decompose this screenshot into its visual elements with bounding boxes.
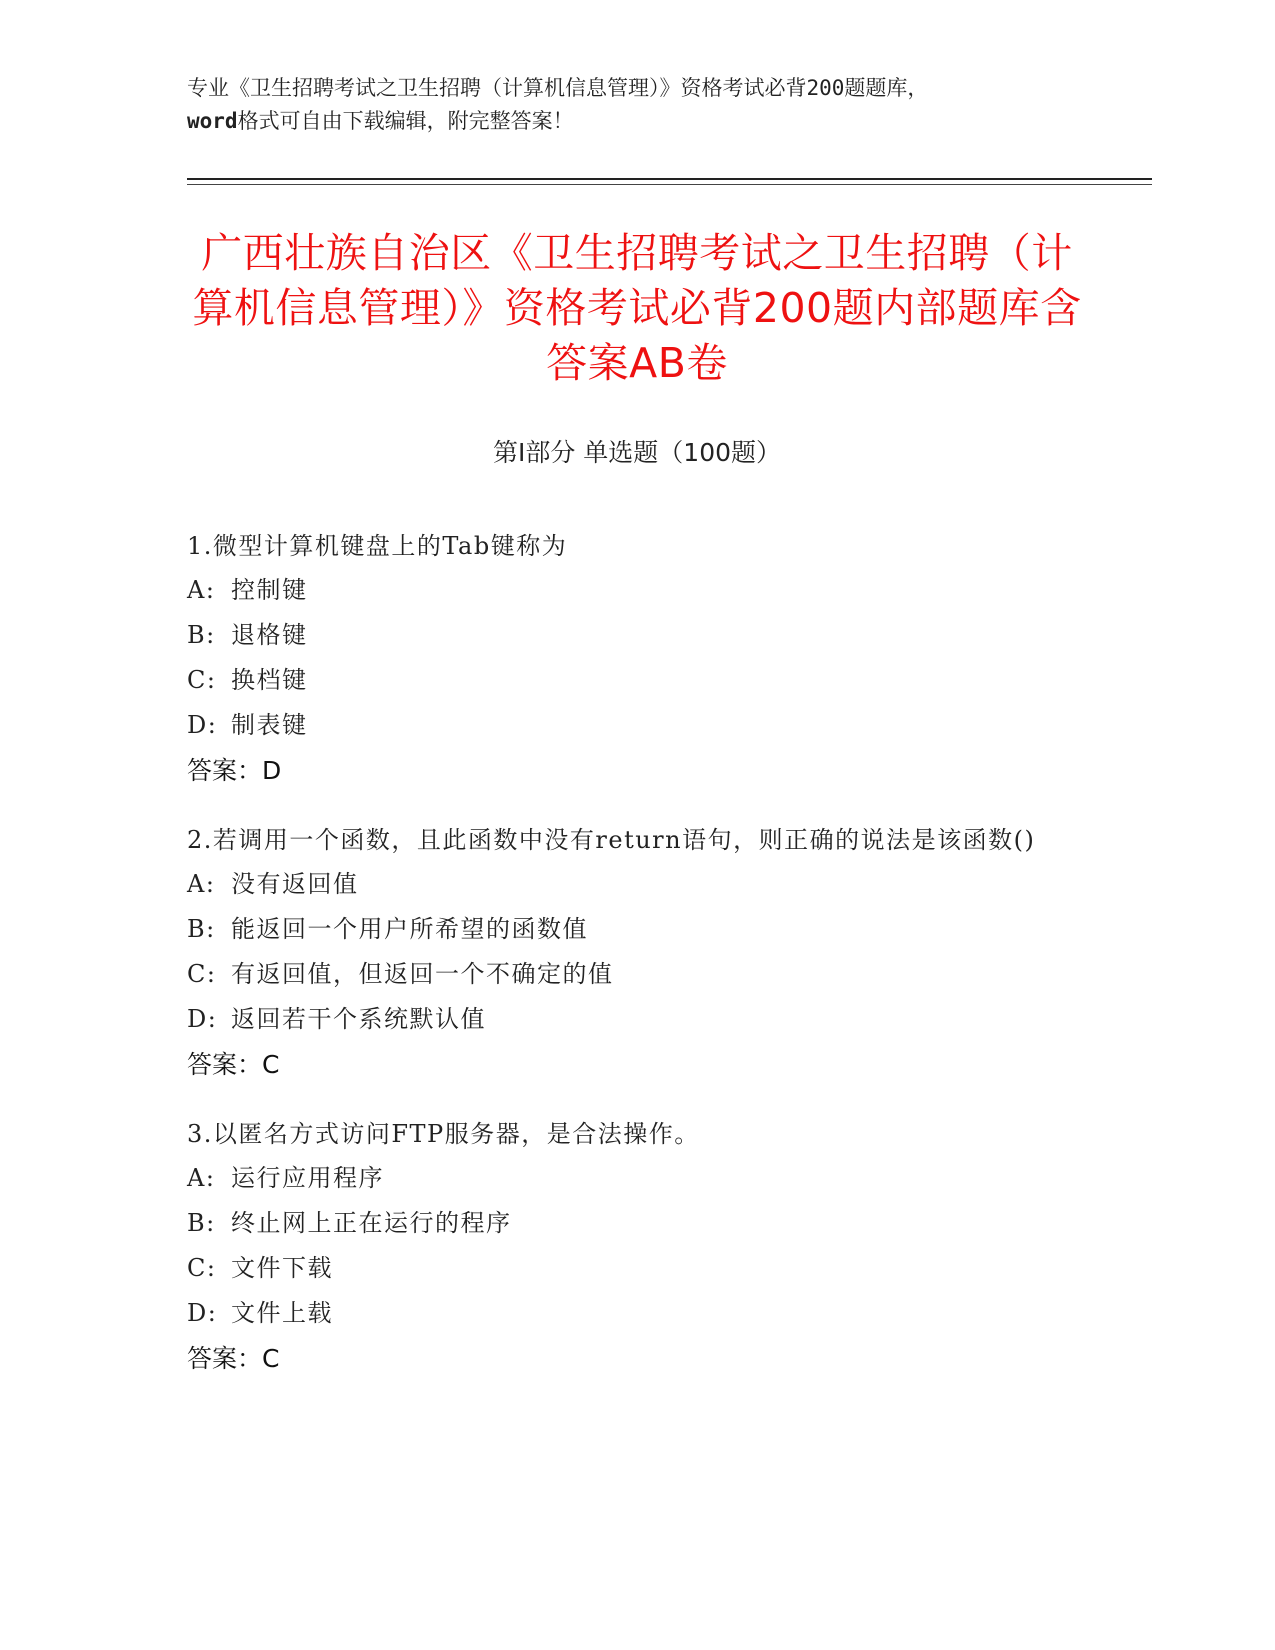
- question-2: [187, 818, 1087, 1087]
- option-a: [187, 568, 1087, 613]
- option-c: [187, 1246, 1087, 1291]
- option-key: B:: [187, 621, 216, 649]
- question-stem: 1.微型计算机键盘上的Tab键称为: [187, 532, 568, 560]
- option-b: [187, 1201, 1087, 1246]
- option-d: [187, 1291, 1087, 1336]
- option-text: 能返回一个用户所希望的函数值: [231, 915, 588, 943]
- option-d: [187, 997, 1087, 1042]
- option-text: 换档键: [231, 666, 308, 694]
- header-divider-thick: [187, 178, 1152, 180]
- header-note-line2-rest: 格式可自由下载编辑，附完整答案！: [237, 109, 574, 133]
- option-text: 没有返回值: [231, 870, 359, 898]
- header-divider-thin: [187, 184, 1152, 185]
- option-text: 制表键: [231, 711, 308, 739]
- option-text: 文件上载: [231, 1299, 333, 1327]
- option-a: [187, 1156, 1087, 1201]
- option-key: C:: [187, 666, 217, 694]
- option-key: B:: [187, 915, 216, 943]
- option-key: D:: [187, 711, 218, 739]
- option-key: D:: [187, 1299, 218, 1327]
- option-c: [187, 952, 1087, 997]
- option-d: [187, 703, 1087, 748]
- question-3: [187, 1112, 1087, 1381]
- option-key: D:: [187, 1005, 218, 1033]
- option-text: 返回若干个系统默认值: [231, 1005, 486, 1033]
- header-note-line2: [187, 105, 1087, 138]
- option-text: 文件下载: [231, 1254, 333, 1282]
- option-text: 有返回值，但返回一个不确定的值: [231, 960, 614, 988]
- question-list: [187, 524, 1087, 1406]
- option-key: C:: [187, 1254, 217, 1282]
- question-1: [187, 524, 1087, 793]
- option-key: A:: [187, 870, 216, 898]
- option-b: [187, 613, 1087, 658]
- document-title: 广西壮族自治区《卫生招聘考试之卫生招聘（计算机信息管理）》资格考试必背200题内部题库含答案AB卷: [192, 229, 1082, 387]
- question-stem: 3.以匿名方式访问FTP服务器，是合法操作。: [187, 1120, 700, 1148]
- option-key: C:: [187, 960, 217, 988]
- header-note: [187, 72, 1087, 138]
- option-key: A:: [187, 576, 216, 604]
- option-text: 退格键: [231, 621, 308, 649]
- option-key: A:: [187, 1164, 216, 1192]
- answer: 答案：C: [187, 1050, 280, 1079]
- option-b: [187, 907, 1087, 952]
- option-key: B:: [187, 1209, 216, 1237]
- option-text: 运行应用程序: [231, 1164, 384, 1192]
- option-text: 控制键: [231, 576, 308, 604]
- header-note-line1: 专业《卫生招聘考试之卫生招聘（计算机信息管理）》资格考试必背200题题库，: [187, 76, 929, 100]
- option-c: [187, 658, 1087, 703]
- answer: 答案：C: [187, 1344, 280, 1373]
- question-stem: 2.若调用一个函数，且此函数中没有return语句，则正确的说法是该函数(): [187, 826, 1036, 854]
- option-text: 终止网上正在运行的程序: [231, 1209, 512, 1237]
- answer: 答案：D: [187, 756, 282, 785]
- option-a: [187, 862, 1087, 907]
- section-heading: 第I部分 单选题（100题）: [492, 438, 782, 467]
- header-note-word: word: [187, 109, 238, 133]
